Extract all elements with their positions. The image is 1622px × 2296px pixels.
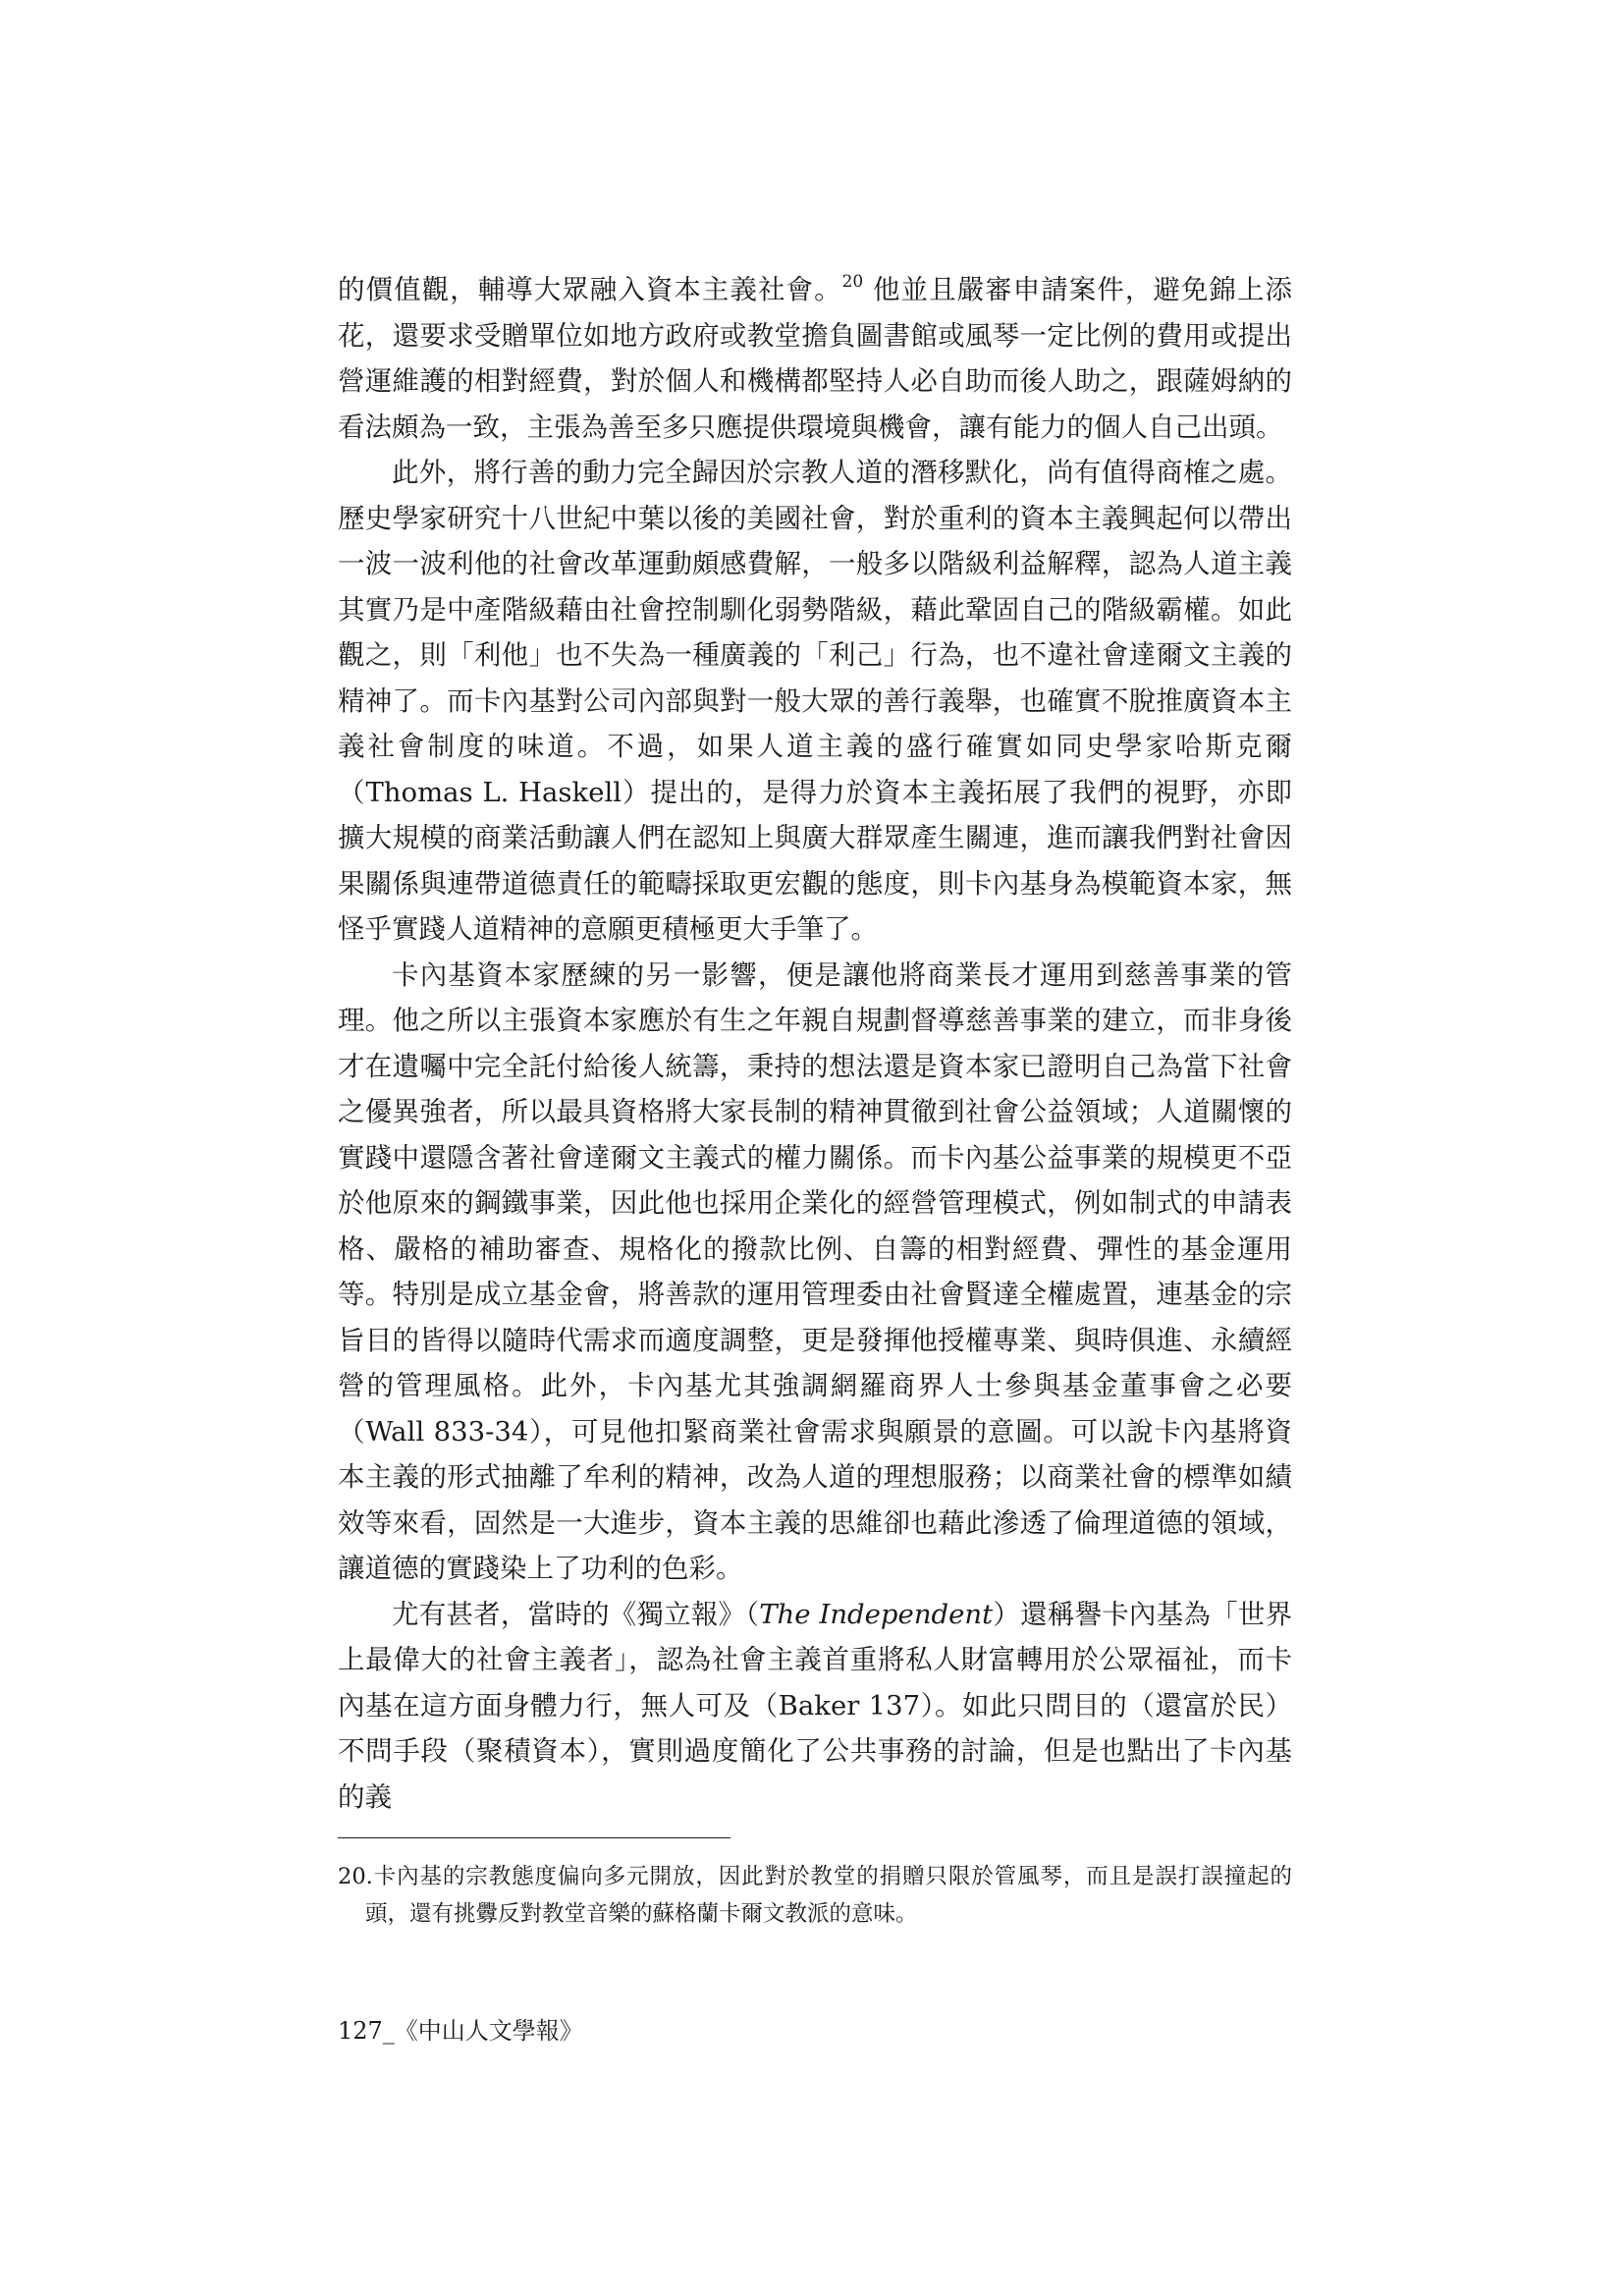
paragraph-4-text-b: ）還稱譽卡內基為「世界上最偉大的社會主義者」，認為社會主義首重將私人財富轉用於公眾福祉，而卡內基在這方面身體力行，無人可及（Baker 137）。如此只問目的（還富於民）不問手段（聚積資本），實則過度簡化了公共事務的討論，但是也點出了卡內基的義 (338, 1598, 1292, 1813)
paragraph-1-text-b: 他並且嚴審申請案件，避免錦上添花，還要求受贈單位如地方政府或教堂擔負圖書館或風琴一定比例的費用或提出營運維護的相對經費，對於個人和機構都堅持人必自助而後人助之，跟薩姆納的看法頗為一致，主張為善至多只應提供環境與機會，讓有能力的個人自己出頭。 (338, 274, 1292, 443)
paragraph-2: 此外，將行善的動力完全歸因於宗教人道的潛移默化，尚有值得商榷之處。歷史學家研究十八世紀中葉以後的美國社會，對於重利的資本主義興起何以帶出一波一波利他的社會改革運動頗感費解，一般多以階級利益解釋，認為人道主義其實乃是中產階級藉由社會控制馴化弱勢階級，藉此鞏固自己的階級霸權。如此觀之，則「利他」也不失為一種廣義的「利己」行為，也不違社會達爾文主義的精神了。而卡內基對公司內部與對一般大眾的善行義舉，也確實不脫推廣資本主義社會制度的味道。不過，如果人道主義的盛行確實如同史學家哈斯克爾（Thomas L. Haskell）提出的，是得力於資本主義拓展了我們的視野，亦即擴大規模的商業活動讓人們在認知上與廣大群眾產生關連，進而讓我們對社會因果關係與連帶道德責任的範疇採取更宏觀的態度，則卡內基身為模範資本家，無怪乎實踐人道精神的意願更積極更大手筆了。 (338, 457, 1292, 945)
paragraph-1-text-a: 的價值觀，輔導大眾融入資本主義社會。 (338, 274, 842, 305)
footnote-reference-20[interactable]: 20 (841, 272, 864, 292)
footnote-divider (338, 1837, 730, 1838)
main-text (338, 267, 1292, 1820)
paragraph-4 (338, 1592, 1292, 1821)
paragraph-1 (338, 267, 1292, 450)
paragraph-4-text-a: 尤有甚者，當時的《獨立報》（ (392, 1598, 760, 1630)
page-footer: 127_《中山人文學報》 (338, 2017, 583, 2045)
newspaper-title: The Independent (759, 1598, 994, 1630)
footnote-20: 20.卡內基的宗教態度偏向多元開放，因此對於教堂的捐贈只限於管風琴，而且是誤打誤撞起的頭，還有挑釁反對教堂音樂的蘇格蘭卡爾文教派的意味。 (338, 1864, 1292, 1927)
paragraph-3: 卡內基資本家歷練的另一影響，便是讓他將商業長才運用到慈善事業的管理。他之所以主張資本家應於有生之年親自規劃督導慈善事業的建立，而非身後才在遺囑中完全託付給後人統籌，秉持的想法還是資本家已證明自己為當下社會之優異強者，所以最具資格將大家長制的精神貫徹到社會公益領域；人道關懷的實踐中還隱含著社會達爾文主義式的權力關係。而卡內基公益事業的規模更不亞於他原來的鋼鐵事業，因此他也採用企業化的經營管理模式，例如制式的申請表格、嚴格的補助審查、規格化的撥款比例、自籌的相對經費、彈性的基金運用等。特別是成立基金會，將善款的運用管理委由社會賢達全權處置，連基金的宗旨目的皆得以隨時代需求而適度調整，更是發揮他授權專業、與時俱進、永續經營的管理風格。此外，卡內基尤其強調網羅商界人士參與基金董事會之必要（Wall 833-34），可見他扣緊商業社會需求與願景的意圖。可以說卡內基將資本主義的形式抽離了牟利的精神，改為人道的理想服務；以商業社會的標準如績效等來看，固然是一大進步，資本主義的思維卻也藉此滲透了倫理道德的領域，讓道德的實踐染上了功利的色彩。 (338, 958, 1292, 1584)
